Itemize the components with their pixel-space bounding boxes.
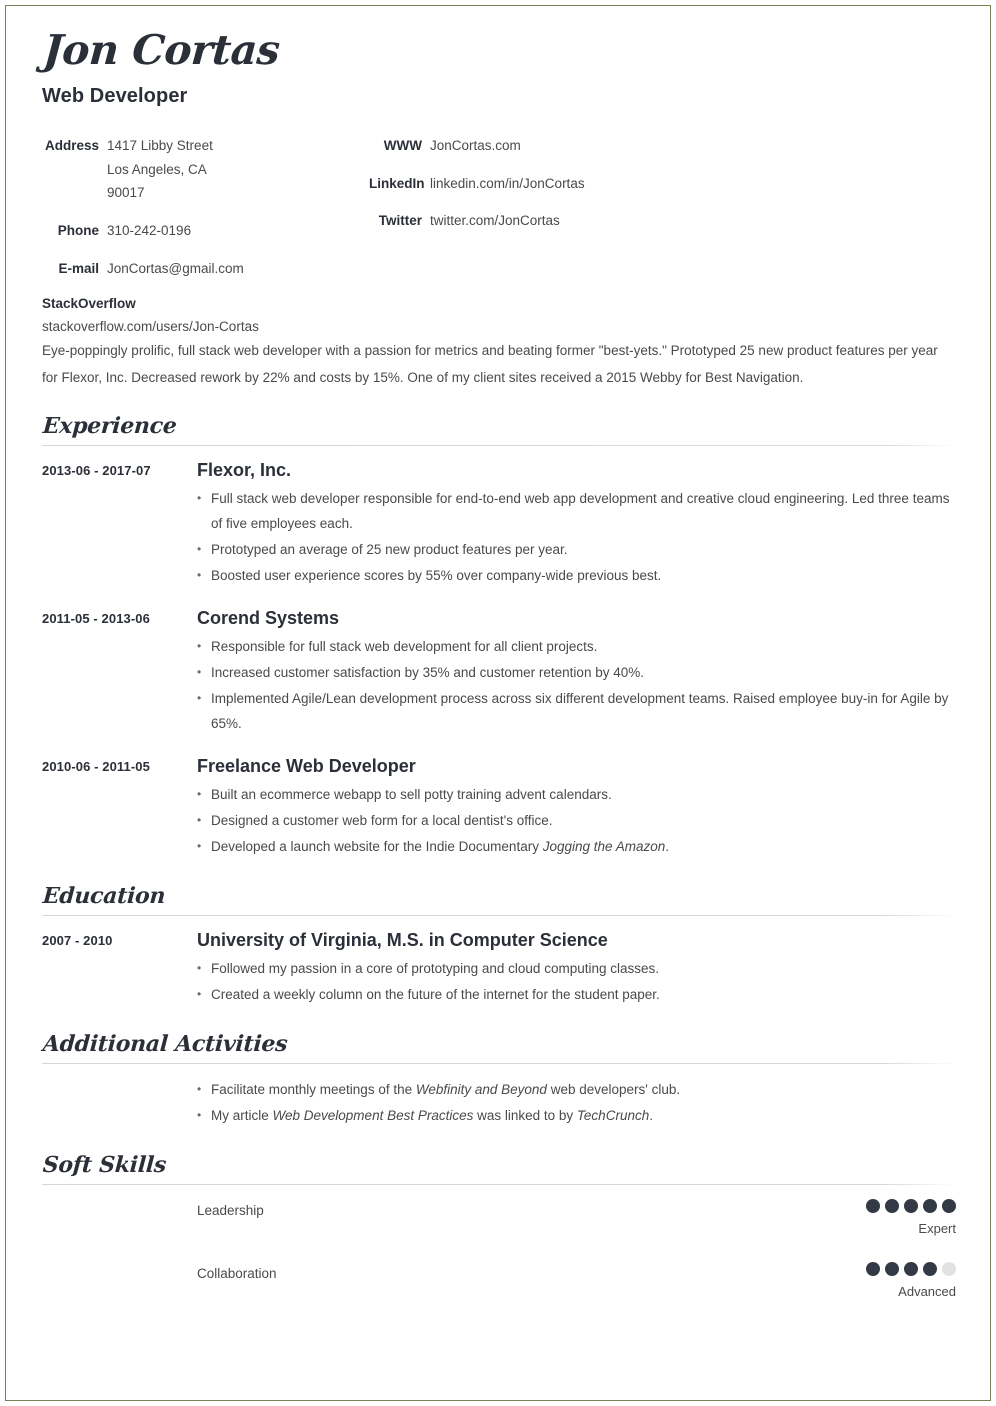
- contact-value-address: [107, 134, 213, 205]
- activities-date-spacer: [42, 1078, 197, 1130]
- section-soft-skills: [42, 1152, 956, 1299]
- section-heading-additional-activities: Additional Activities: [42, 1030, 289, 1057]
- bullet-item: • Designed a customer web form for a local dentist's office.: [197, 809, 956, 834]
- resume-content: [41, 26, 956, 1325]
- contact-value-email[interactable]: JonCortas@gmail.com: [107, 260, 244, 276]
- contact-value-twitter[interactable]: twitter.com/JonCortas: [430, 213, 560, 229]
- contact-column-right: [369, 134, 789, 247]
- skill-rating-dots: [836, 1262, 956, 1276]
- entry-date: 2010-06 - 2011-05: [42, 758, 150, 774]
- bullet-item: • My article Web Development Best Practices was linked to by TechCrunch.: [197, 1104, 956, 1129]
- soft-skills-list: [42, 1199, 956, 1299]
- rating-dot-filled: [904, 1262, 918, 1276]
- contact-column-left: [42, 134, 362, 334]
- entry-date: 2007 - 2010: [42, 932, 113, 948]
- section-heading-education: Education: [42, 882, 167, 909]
- section-divider: [42, 915, 956, 916]
- skill-level-label: Advanced: [898, 1283, 956, 1299]
- rating-dot-filled: [904, 1199, 918, 1213]
- bullet-item: • Facilitate monthly meetings of the Webfinity and Beyond web developers' club.: [197, 1078, 956, 1103]
- skill-row: [42, 1199, 956, 1236]
- resume-header: [41, 26, 956, 108]
- section-education: [42, 883, 956, 1009]
- resume-entry: [42, 608, 956, 738]
- contact-value-stackoverflow[interactable]: stackoverflow.com/users/Jon-Cortas: [42, 319, 259, 335]
- contact-row-stackoverflow: [42, 296, 362, 334]
- contact-label-linkedin: LinkedIn: [369, 175, 425, 191]
- address-line-1: 1417 Libby Street: [107, 138, 213, 153]
- bullet-item: • Responsible for full stack web development for all client projects.: [197, 635, 956, 660]
- resume-entry: [42, 930, 956, 1009]
- section-experience: [42, 413, 956, 861]
- rating-dot-filled: [885, 1262, 899, 1276]
- entry-date: 2011-05 - 2013-06: [42, 610, 150, 626]
- contact-value-phone: 310-242-0196: [107, 222, 192, 238]
- contact-value-linkedin[interactable]: linkedin.com/in/JonCortas: [430, 175, 585, 191]
- bullet-item: • Boosted user experience scores by 55% over company-wide previous best.: [197, 564, 956, 589]
- activities-body: [197, 1078, 956, 1130]
- entry-body: [197, 756, 956, 861]
- bullet-item: • Prototyped an average of 25 new product features per year.: [197, 538, 956, 563]
- contact-label-phone: Phone: [57, 222, 99, 238]
- bullet-item: • Followed my passion in a core of prototyping and cloud computing classes.: [197, 957, 956, 982]
- contact-row-twitter: [369, 209, 789, 233]
- skill-rating-dots: [836, 1199, 956, 1213]
- entry-body: [197, 930, 956, 1009]
- contact-label-email: E-mail: [58, 260, 99, 276]
- skill-rating: [836, 1199, 956, 1236]
- resume-entry: [42, 460, 956, 590]
- contact-info: [42, 134, 956, 335]
- professional-summary: Eye-poppingly prolific, full stack web developer with a passion for metrics and beating former "best-yets." Prototyped 25 new product features per year for Flexor, Inc. Decreased rework by 22% and costs by 15%. One of my client sites received a 2015 Webby for Best Navigation.: [42, 343, 938, 385]
- contact-row-phone: [42, 219, 362, 243]
- section-divider: [42, 445, 956, 446]
- page-title: Jon Cortas: [41, 26, 282, 74]
- section-additional-activities: [42, 1031, 956, 1130]
- bullet-item: • Developed a launch website for the Indie Documentary Jogging the Amazon.: [197, 835, 956, 860]
- bullet-item: • Increased customer satisfaction by 35% and customer retention by 40%.: [197, 661, 956, 686]
- skill-name: Leadership: [197, 1202, 264, 1218]
- bullet-item: • Created a weekly column on the future of the internet for the student paper.: [197, 983, 956, 1008]
- contact-label-twitter: Twitter: [378, 213, 422, 229]
- entry-bullet-list: [197, 635, 956, 737]
- section-heading-experience: Experience: [42, 413, 178, 439]
- contact-label-www: WWW: [383, 138, 422, 153]
- skill-rating: [836, 1262, 956, 1299]
- rating-dot-filled: [923, 1199, 937, 1213]
- section-divider: [42, 1063, 956, 1064]
- section-divider: [42, 1184, 956, 1185]
- contact-label-stackoverflow: StackOverflow: [42, 296, 136, 312]
- rating-dot-filled: [866, 1199, 880, 1213]
- contact-row-email: [42, 257, 362, 281]
- activities-bullet-list: [197, 1078, 956, 1129]
- activities-entry: [42, 1078, 956, 1130]
- entry-title: Flexor, Inc.: [197, 460, 292, 480]
- entry-bullet-list: [197, 957, 956, 1008]
- contact-label-address: Address: [44, 138, 99, 153]
- bullet-item: • Implemented Agile/Lean development process across six different development teams. Raised employee buy-in for Agile by 65%.: [197, 687, 956, 737]
- contact-row-linkedin: [369, 172, 789, 196]
- bullet-item: • Built an ecommerce webapp to sell potty training advent calendars.: [197, 783, 956, 808]
- rating-dot-filled: [942, 1199, 956, 1213]
- skill-row: [42, 1262, 956, 1299]
- contact-row-address: [42, 134, 362, 205]
- bullet-item: • Full stack web developer responsible for end-to-end web app development and creative cloud engineering. Led three teams of five employees each.: [197, 487, 956, 537]
- entry-bullet-list: [197, 487, 956, 589]
- education-entries: [42, 930, 956, 1009]
- section-heading-soft-skills: Soft Skills: [42, 1151, 167, 1178]
- rating-dot-empty: [942, 1262, 956, 1276]
- entry-title: University of Virginia, M.S. in Computer Science: [197, 929, 608, 950]
- address-line-3: 90017: [107, 185, 145, 201]
- entry-body: [197, 460, 956, 590]
- rating-dot-filled: [866, 1262, 880, 1276]
- entry-body: [197, 608, 956, 738]
- skill-name: Collaboration: [197, 1265, 277, 1281]
- rating-dot-filled: [923, 1262, 937, 1276]
- address-line-2: Los Angeles, CA: [107, 161, 207, 177]
- job-title: Web Developer: [42, 85, 188, 107]
- entry-date: 2013-06 - 2017-07: [42, 463, 151, 478]
- contact-value-www[interactable]: JonCortas.com: [430, 138, 521, 153]
- entry-bullet-list: [197, 783, 956, 860]
- experience-entries: [42, 460, 956, 861]
- entry-title: Corend Systems: [197, 607, 340, 628]
- resume-entry: [42, 756, 956, 861]
- contact-row-www: [369, 134, 789, 158]
- entry-title: Freelance Web Developer: [197, 755, 416, 776]
- skill-level-label: Expert: [918, 1220, 956, 1236]
- rating-dot-filled: [885, 1199, 899, 1213]
